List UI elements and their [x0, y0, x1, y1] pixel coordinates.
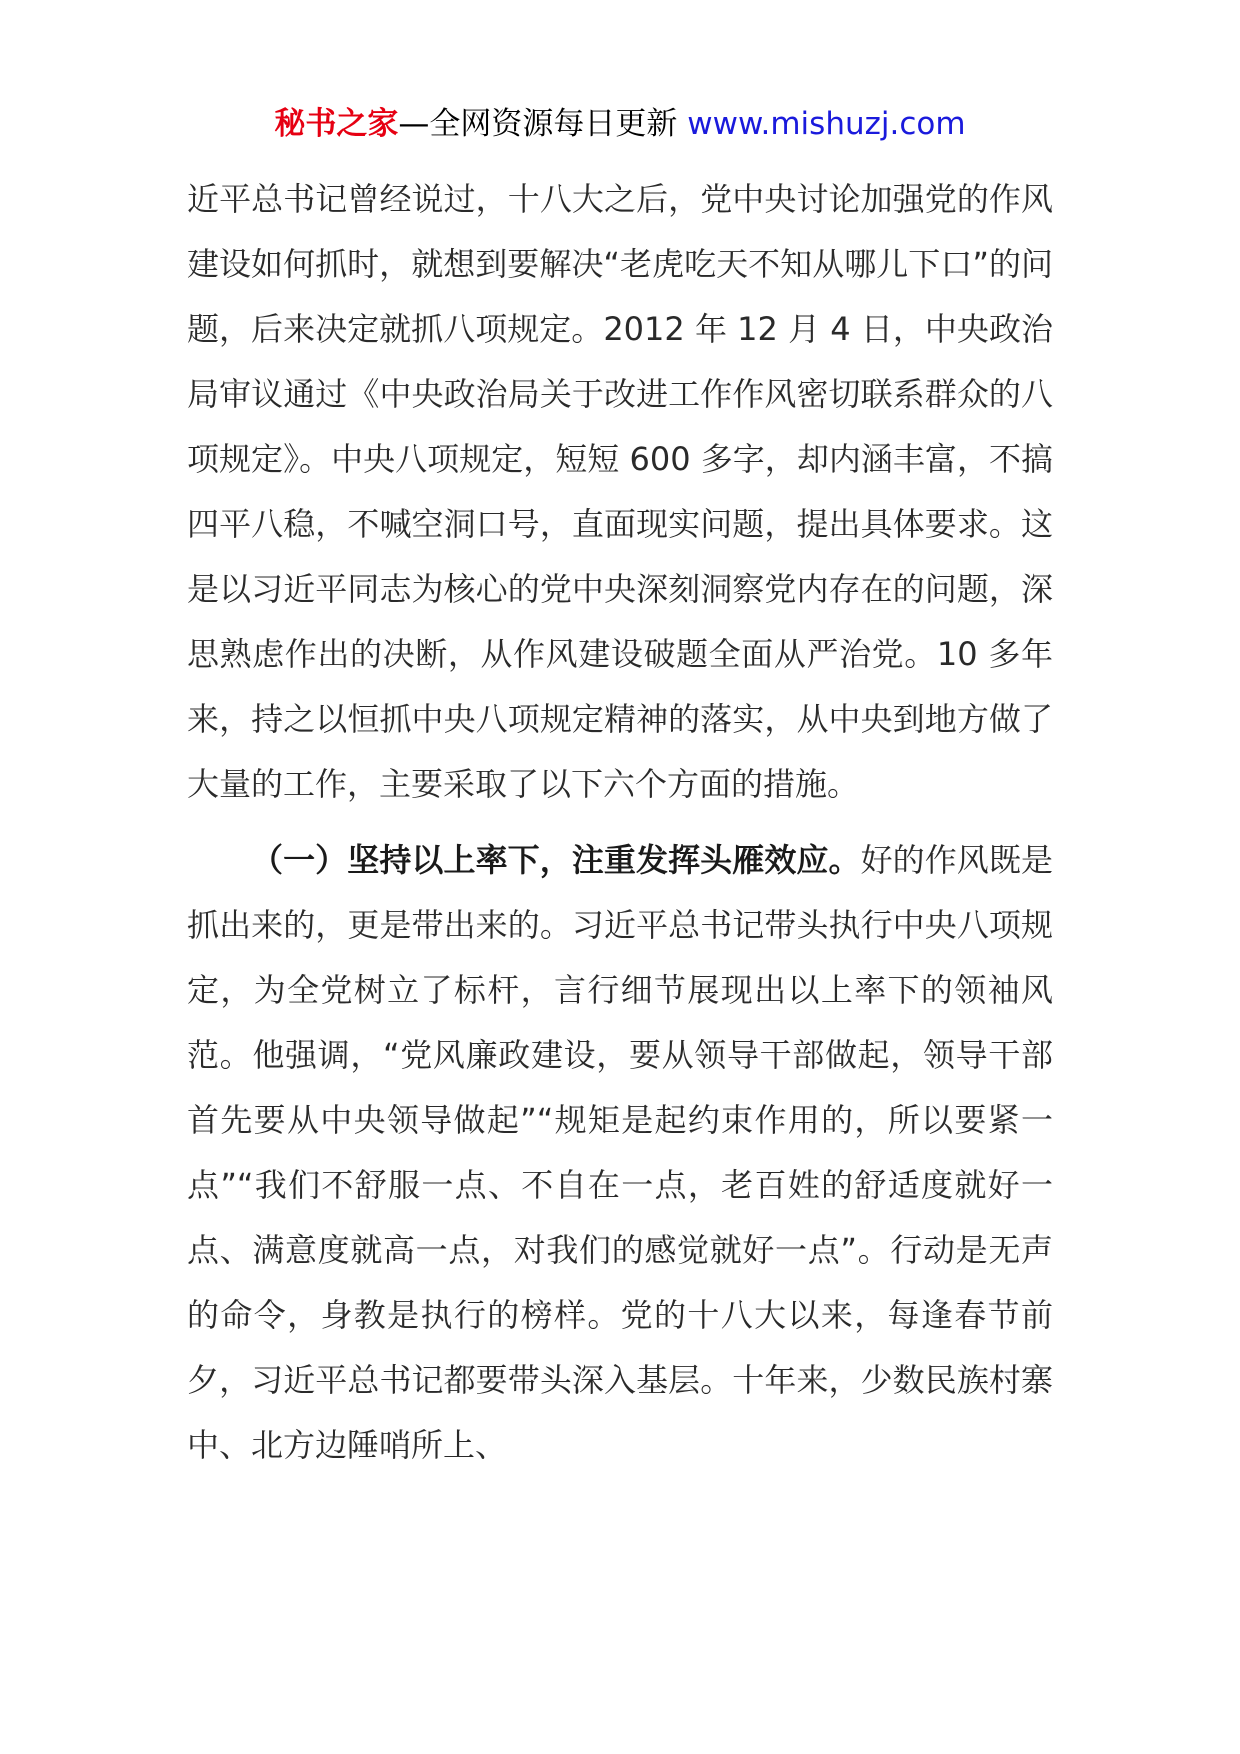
- section-heading: （一）坚持以上率下，注重发挥头雁效应。: [251, 841, 861, 879]
- site-url-link[interactable]: www.mishuzj.com: [687, 106, 966, 142]
- body-paragraph-2: [187, 828, 1053, 1478]
- section-text: 好的作风既是抓出来的，更是带出来的。习近平总书记带头执行中央八项规定，为全党树立了标杆，言行细节展现出以上率下的领袖风范。他强调，“党风廉政建设，要从领导干部做起，领导干部首先要从中央领导做起”“规矩是起约束作用的，所以要紧一点”“我们不舒服一点、不自在一点，老百姓的舒适度就好一点、满意度就高一点，对我们的感觉就好一点”。行动是无声的命令，身教是执行的榜样。党的十八大以来，每逢春节前夕，习近平总书记都要带头深入基层。十年来，少数民族村寨中、北方边陲哨所上、: [187, 841, 1053, 1464]
- brand-name: 秘书之家: [274, 106, 399, 142]
- body-paragraph-1: 近平总书记曾经说过，十八大之后，党中央讨论加强党的作风建设如何抓时，就想到要解决“老虎吃天不知从哪儿下口”的问题，后来决定就抓八项规定。2012 年 12 月 4 日，中央政治局审议通过《中央政治局关于改进工作作风密切联系群众的八项规定》。中央八项规定，短短 600 多字，却内涵丰富，不搞四平八稳，不喊空洞口号，直面现实问题，提出具体要求。这是以习近平同志为核心的党中央深刻洞察党内存在的问题，深思熟虑作出的决断，从作风建设破题全面从严治党。10 多年来，持之以恒抓中央八项规定精神的落实，从中央到地方做了大量的工作，主要采取了以下六个方面的措施。: [187, 180, 1053, 803]
- site-header: [0, 102, 1240, 146]
- document-body: [187, 167, 1053, 1478]
- header-tagline: —全网资源每日更新: [398, 106, 678, 142]
